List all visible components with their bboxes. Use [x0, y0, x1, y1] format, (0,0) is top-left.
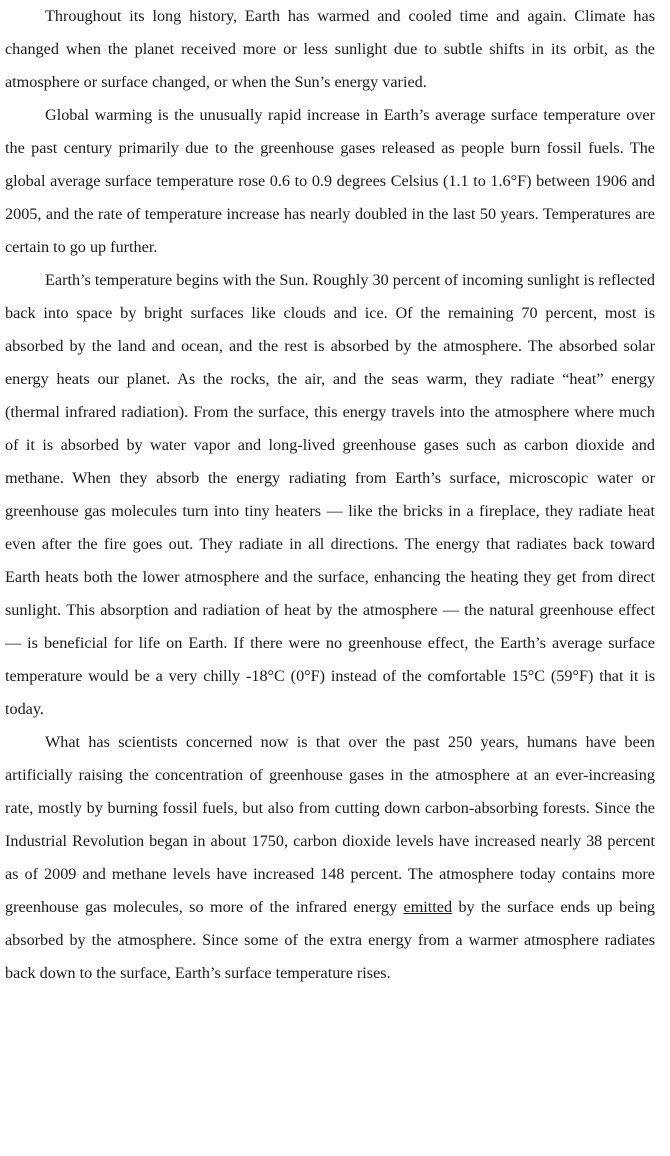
paragraph-4-text-after: by the surface ends up being absorbed by the atmosphere. Since some of the extra energy from a warmer atmosphere radiates back down to the surface, Earth’s surface temperature rises. [5, 898, 656, 982]
paragraph-1: Throughout its long history, Earth has warmed and cooled time and again. Climate has changed when the planet received more or less sunlight due to subtle shifts in its orbit, as the atmosphere or surface changed, or when the Sun’s energy varied. [5, 7, 655, 91]
document-body [5, 0, 655, 990]
paragraph-3: Earth’s temperature begins with the Sun. Roughly 30 percent of incoming sunlight is reflected back into space by bright surfaces like clouds and ice. Of the remaining 70 percent, most is absorbed by the land and ocean, and the rest is absorbed by the atmosphere. The absorbed solar energy heats our planet. As the rocks, the air, and the seas warm, they radiate “heat” energy (thermal infrared radiation). From the surface, this energy travels into the atmosphere where much of it is absorbed by water vapor and long-lived greenhouse gases such as carbon dioxide and methane. When they absorb the energy radiating from Earth’s surface, microscopic water or greenhouse gas molecules turn into tiny heaters — like the bricks in a fireplace, they radiate heat even after the fire goes out. They radiate in all directions. The energy that radiates back toward Earth heats both the lower atmosphere and the surface, enhancing the heating they get from direct sunlight. This absorption and radiation of heat by the atmosphere — the natural greenhouse effect — is beneficial for life on Earth. If there were no greenhouse effect, the Earth’s average surface temperature would be a very chilly -18°C (0°F) instead of the comfortable 15°C (59°F) that it is today. [5, 271, 655, 718]
underlined-word-emitted: emitted [403, 898, 453, 916]
paragraph-4 [5, 726, 655, 990]
paragraph-2: Global warming is the unusually rapid increase in Earth’s average surface temperature over the past century primarily due to the greenhouse gases released as people burn fossil fuels. The global average surface temperature rose 0.6 to 0.9 degrees Celsius (1.1 to 1.6°F) between 1906 and 2005, and the rate of temperature increase has nearly doubled in the last 50 years. Temperatures are certain to go up further. [5, 106, 655, 256]
paragraph-4-text-before: What has scientists concerned now is that over the past 250 years, humans have been artificially raising the concentration of greenhouse gases in the atmosphere at an ever-increasing rate, mostly by burning fossil fuels, but also from cutting down carbon-absorbing forests. Since the Industrial Revolution began in about 1750, carbon dioxide levels have increased nearly 38 percent as of 2009 and methane levels have increased 148 percent. The atmosphere today contains more greenhouse gas molecules, so more of the infrared energy [5, 733, 655, 916]
